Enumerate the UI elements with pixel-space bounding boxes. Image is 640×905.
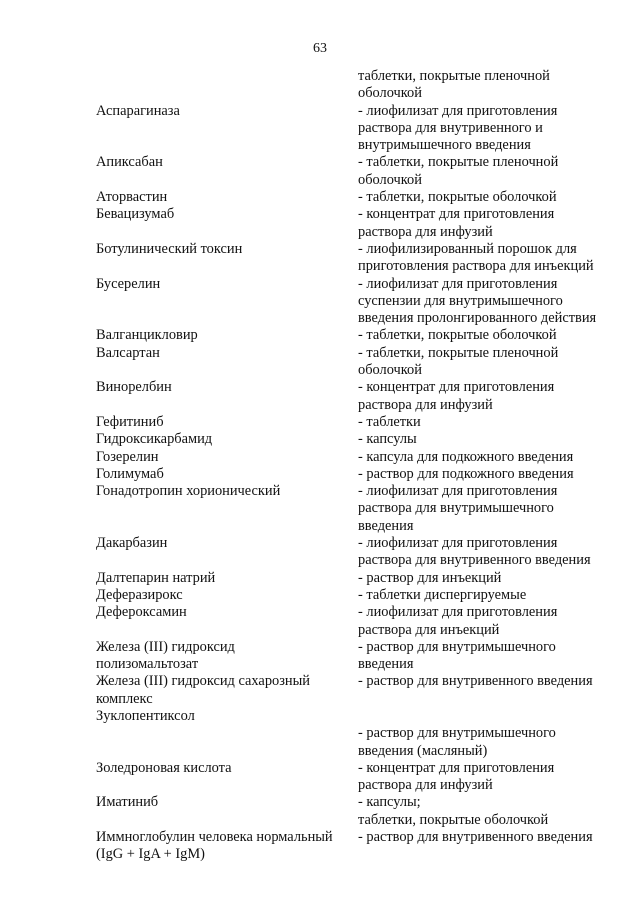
dosage-form-line: - концентрат для приготовления	[358, 379, 555, 396]
dosage-form	[358, 276, 618, 328]
dosage-form-line: раствора для внутривенного и	[358, 119, 543, 136]
dosage-form-line: - таблетки, покрытые оболочкой	[358, 327, 557, 344]
dosage-form	[358, 708, 618, 760]
drug-name-line: Гозерелин	[96, 448, 159, 465]
drug-list	[0, 68, 640, 864]
drug-entry	[0, 345, 640, 380]
dosage-form-line: - лиофилизированный порошок для	[358, 240, 577, 257]
dosage-form-line: введения (масляный)	[358, 742, 488, 759]
dosage-form-line: - лиофилизат для приготовления	[358, 604, 558, 621]
dosage-form-line: - таблетки, покрытые пленочной	[358, 344, 559, 361]
drug-name-line: Аспарагиназа	[96, 102, 180, 119]
dosage-form-line: - раствор для подкожного введения	[358, 465, 574, 482]
drug-name-line: Аторвастин	[96, 189, 168, 206]
drug-entry	[0, 154, 640, 189]
drug-name-line: Далтепарин натрий	[96, 569, 216, 586]
drug-name	[96, 570, 352, 587]
dosage-form-line: оболочкой	[358, 362, 422, 379]
dosage-form-line: - концентрат для приготовления	[358, 759, 555, 776]
dosage-form-line: оболочкой	[358, 171, 422, 188]
dosage-form	[358, 604, 618, 639]
dosage-form	[358, 673, 618, 690]
dosage-form-line: введения	[358, 517, 414, 534]
dosage-form-line: - раствор для внутривенного введения	[358, 829, 593, 846]
drug-name-line: Железа (III) гидроксид	[96, 638, 235, 655]
dosage-form	[358, 68, 618, 103]
drug-name-line: Железа (III) гидроксид сахарозный	[96, 673, 310, 690]
drug-name	[96, 414, 352, 431]
drug-name	[96, 379, 352, 396]
drug-name-line: Гонадотропин хорионический	[96, 483, 281, 500]
dosage-form	[358, 206, 618, 241]
dosage-form-line: введения пролонгированного действия	[358, 310, 597, 327]
drug-name-line: Голимумаб	[96, 465, 164, 482]
drug-entry	[0, 483, 640, 535]
dosage-form-line: оболочкой	[358, 85, 422, 102]
dosage-form-line: - раствор для внутримышечного	[358, 725, 556, 742]
dosage-form	[358, 794, 618, 829]
drug-name-line: Апиксабан	[96, 154, 163, 171]
dosage-form	[358, 327, 618, 344]
drug-name-line: Бевацизумаб	[96, 206, 175, 223]
dosage-form-line: - лиофилизат для приготовления	[358, 275, 558, 292]
drug-name-line: комплекс	[96, 690, 153, 707]
dosage-form-line: - раствор для инъекций	[358, 569, 502, 586]
drug-name-line: Ботулинический токсин	[96, 240, 243, 257]
drug-name-line: полизомальтозат	[96, 656, 199, 673]
dosage-form-line: приготовления раствора для инъекций	[358, 258, 594, 275]
dosage-form-line: - лиофилизат для приготовления	[358, 535, 558, 552]
drug-entry	[0, 379, 640, 414]
drug-name	[96, 760, 352, 777]
drug-entry	[0, 103, 640, 155]
drug-name-line: Дакарбазин	[96, 535, 168, 552]
drug-name-line: Иматиниб	[96, 794, 159, 811]
drug-name-line: Бусерелин	[96, 275, 161, 292]
drug-entry	[0, 587, 640, 604]
drug-entry	[0, 466, 640, 483]
dosage-form-line: - капсула для подкожного введения	[358, 448, 574, 465]
dosage-form	[358, 466, 618, 483]
dosage-form	[358, 154, 618, 189]
dosage-form	[358, 535, 618, 570]
drug-name	[96, 604, 352, 621]
drug-name	[96, 708, 352, 725]
dosage-form-line: - раствор для внутримышечного	[358, 638, 556, 655]
dosage-form	[358, 587, 618, 604]
dosage-form-line: раствора для инфузий	[358, 777, 493, 794]
dosage-form-line: - таблетки, покрытые пленочной	[358, 154, 559, 171]
dosage-form-line: раствора для внутривенного введения	[358, 552, 591, 569]
dosage-form	[358, 189, 618, 206]
dosage-form	[358, 379, 618, 414]
drug-name	[96, 189, 352, 206]
dosage-form-line: внутримышечного введения	[358, 137, 531, 154]
drug-entry	[0, 570, 640, 587]
drug-name	[96, 535, 352, 552]
dosage-form-line: - раствор для внутривенного введения	[358, 673, 593, 690]
dosage-form-line: - капсулы;	[358, 794, 421, 811]
dosage-form	[358, 760, 618, 795]
drug-entry	[0, 639, 640, 674]
drug-entry	[0, 673, 640, 708]
dosage-form-line: таблетки, покрытые оболочкой	[358, 811, 549, 828]
drug-name-line: Гидроксикарбамид	[96, 431, 213, 448]
dosage-form-line: раствора для инфузий	[358, 396, 493, 413]
dosage-form	[358, 431, 618, 448]
drug-name	[96, 154, 352, 171]
drug-entry	[0, 535, 640, 570]
dosage-form	[358, 449, 618, 466]
drug-name	[96, 466, 352, 483]
drug-name-line: Золедроновая кислота	[96, 759, 232, 776]
drug-entry	[0, 206, 640, 241]
dosage-form-line: раствора для инъекций	[358, 621, 500, 638]
drug-name	[96, 206, 352, 223]
dosage-form	[358, 414, 618, 431]
drug-name	[96, 241, 352, 258]
drug-name	[96, 449, 352, 466]
drug-name-line: Винорелбин	[96, 379, 172, 396]
drug-name	[96, 483, 352, 500]
drug-name-line: Гефитиниб	[96, 413, 164, 430]
dosage-form	[358, 345, 618, 380]
dosage-form-line: - таблетки, покрытые оболочкой	[358, 189, 557, 206]
dosage-form-line: раствора для инфузий	[358, 223, 493, 240]
drug-name-line: Деферазирокс	[96, 586, 183, 603]
drug-entry	[0, 414, 640, 431]
dosage-form	[358, 829, 618, 846]
dosage-form-line: суспензии для внутримышечного	[358, 292, 563, 309]
drug-name	[96, 829, 352, 864]
dosage-form	[358, 103, 618, 155]
dosage-form	[358, 241, 618, 276]
drug-entry	[0, 449, 640, 466]
drug-entry	[0, 241, 640, 276]
dosage-form-line: - капсулы	[358, 431, 417, 448]
drug-name	[96, 639, 352, 674]
drug-entry	[0, 604, 640, 639]
dosage-form	[358, 639, 618, 674]
drug-entry	[0, 829, 640, 864]
drug-entry	[0, 327, 640, 344]
drug-name	[96, 673, 352, 708]
drug-name	[96, 103, 352, 120]
drug-name-line: Валганцикловир	[96, 327, 198, 344]
dosage-form-line: введения	[358, 656, 414, 673]
drug-name	[96, 276, 352, 293]
dosage-form-line: таблетки, покрытые пленочной	[358, 68, 550, 84]
page-number: 63	[313, 41, 327, 56]
drug-name-line: Дефероксамин	[96, 604, 187, 621]
dosage-form-line: - таблетки диспергируемые	[358, 586, 527, 603]
drug-entry	[0, 276, 640, 328]
drug-entry	[0, 431, 640, 448]
drug-entry	[0, 794, 640, 829]
drug-entry	[0, 708, 640, 760]
dosage-form-line: - лиофилизат для приготовления	[358, 483, 558, 500]
dosage-form-line: раствора для внутримышечного	[358, 500, 554, 517]
dosage-form-line	[358, 708, 618, 725]
drug-entry	[0, 760, 640, 795]
dosage-form-line: - таблетки	[358, 413, 421, 430]
dosage-form-line: - лиофилизат для приготовления	[358, 102, 558, 119]
drug-name-line: Валсартан	[96, 344, 160, 361]
dosage-form	[358, 570, 618, 587]
drug-name	[96, 431, 352, 448]
dosage-form	[358, 483, 618, 535]
drug-name	[96, 794, 352, 811]
drug-entry	[0, 68, 640, 103]
drug-name-line: Иммноглобулин человека нормальный	[96, 829, 333, 846]
drug-name	[96, 587, 352, 604]
drug-name	[96, 327, 352, 344]
drug-name	[96, 345, 352, 362]
drug-name-line: (IgG + IgA + IgM)	[96, 846, 205, 863]
dosage-form-line: - концентрат для приготовления	[358, 206, 555, 223]
drug-entry	[0, 189, 640, 206]
drug-name-line: Зуклопентиксол	[96, 707, 195, 724]
